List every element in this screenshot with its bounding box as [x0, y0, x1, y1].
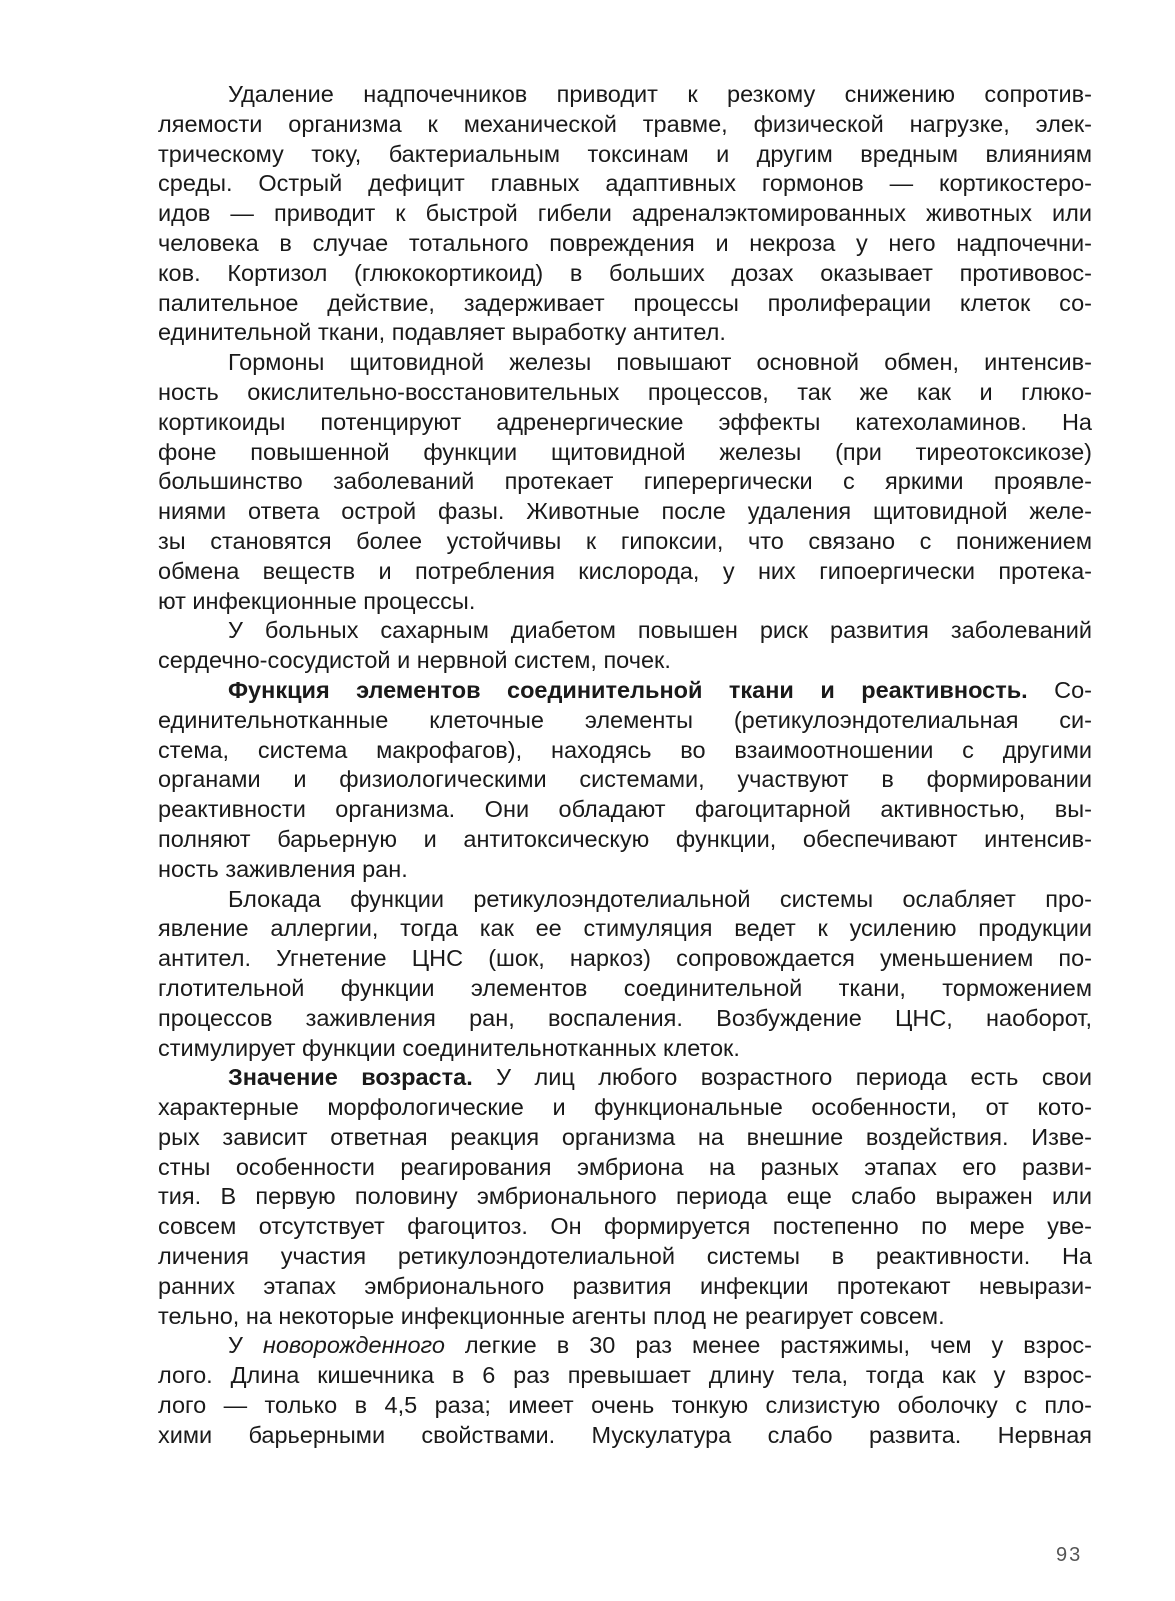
- text-run: среды. Острый дефицит главных адаптивных гормонов — кортикостеро-: [158, 170, 1092, 197]
- text-run: ниями ответа острой фазы. Животные после удаления щитовидной желе-: [158, 498, 1092, 525]
- text-line: [158, 1034, 1092, 1064]
- text-line: [158, 914, 1092, 944]
- text-line: [158, 527, 1092, 557]
- text-run: единительной ткани, подавляет выработку антител.: [158, 319, 726, 346]
- text-line: [158, 259, 1092, 289]
- text-line: [158, 1063, 1092, 1093]
- text-line: [158, 1331, 1092, 1361]
- text-line: [158, 169, 1092, 199]
- text-line: [158, 706, 1092, 736]
- text-line: [158, 140, 1092, 170]
- text-line: [158, 825, 1092, 855]
- text-line: [158, 438, 1092, 468]
- text-line: [158, 1391, 1092, 1421]
- text-line: [158, 616, 1092, 646]
- text-run: У: [228, 1332, 263, 1359]
- text-run: полняют барьерную и антитоксическую функции, обеспечивают интенсив-: [158, 825, 1092, 852]
- text-line: [158, 229, 1092, 259]
- text-line: [158, 1212, 1092, 1242]
- text-line: [158, 1182, 1092, 1212]
- paragraph: [158, 348, 1092, 616]
- text-line: [158, 855, 1092, 885]
- text-run: ляемости организма к механической травме, физической нагрузке, элек-: [158, 110, 1092, 137]
- text-run: тия. В первую половину эмбрионального периода еще слабо выражен или: [158, 1183, 1092, 1210]
- text-line: [158, 348, 1092, 378]
- text-line: [158, 765, 1092, 795]
- paragraph: [158, 616, 1092, 676]
- text-run: ность окислительно-восстановительных процессов, так же как и глюко-: [158, 378, 1092, 405]
- text-run: стема, система макрофагов), находясь во взаимоотношении с другими: [158, 736, 1092, 763]
- text-run: ранних этапах эмбрионального развития инфекции протекают невырази-: [158, 1272, 1092, 1299]
- text-run: кортикоиды потенцируют адренергические эффекты катехоламинов. На: [158, 408, 1092, 435]
- text-line: [158, 1361, 1092, 1391]
- text-run: процессов заживления ран, воспаления. Возбуждение ЦНС, наоборот,: [158, 1004, 1092, 1031]
- text-run: большинство заболеваний протекает гиперергически с яркими проявле-: [158, 468, 1092, 495]
- bold-heading-run: Значение возраста.: [228, 1064, 473, 1091]
- text-run: ность заживления ран.: [158, 855, 408, 882]
- text-line: [158, 289, 1092, 319]
- text-run: тельно, на некоторые инфекционные агенты плод не реагирует совсем.: [158, 1302, 945, 1329]
- text-run: лого — только в 4,5 раза; имеет очень тонкую слизистую оболочку с пло-: [158, 1392, 1092, 1419]
- text-line: [158, 467, 1092, 497]
- text-run: сердечно-сосудистой и нервной систем, почек.: [158, 647, 671, 674]
- paragraph: [158, 885, 1092, 1064]
- text-run: зы становятся более устойчивы к гипоксии, что связано с понижением: [158, 527, 1092, 554]
- text-run: явление аллергии, тогда как ее стимуляция ведет к усилению продукции: [158, 915, 1092, 942]
- text-run: ков. Кортизол (глюкокортикоид) в больших дозах оказывает противовос-: [158, 259, 1092, 286]
- paragraph: [158, 676, 1092, 885]
- text-run: антител. Угнетение ЦНС (шок, наркоз) сопровождается уменьшением по-: [158, 945, 1092, 972]
- text-line: [158, 676, 1092, 706]
- text-line: [158, 1242, 1092, 1272]
- paragraph: [158, 1331, 1092, 1450]
- text-run: обмена веществ и потребления кислорода, у них гипоергически протека-: [158, 557, 1092, 584]
- text-run: Гормоны щитовидной железы повышают основной обмен, интенсив-: [228, 349, 1092, 376]
- text-run: совсем отсутствует фагоцитоз. Он формируется постепенно по мере уве-: [158, 1213, 1092, 1240]
- text-run: трическому току, бактериальным токсинам и другим вредным влияниям: [158, 140, 1092, 167]
- text-run: реактивности организма. Они обладают фагоцитарной активностью, вы-: [158, 796, 1092, 823]
- text-run: хими барьерными свойствами. Мускулатура слабо развита. Нервная: [158, 1421, 1092, 1448]
- text-run: рых зависит ответная реакция организма на внешние воздействия. Изве-: [158, 1123, 1092, 1150]
- text-run: Со-: [1027, 676, 1092, 703]
- text-line: [158, 1302, 1092, 1332]
- text-line: [158, 974, 1092, 1004]
- text-line: [158, 795, 1092, 825]
- page-body-text: [158, 80, 1092, 1451]
- text-line: [158, 557, 1092, 587]
- text-line: [158, 944, 1092, 974]
- text-run: палительное действие, задерживает процессы пролиферации клеток со-: [158, 289, 1092, 316]
- text-run: стимулирует функции соединительнотканных клеток.: [158, 1034, 740, 1061]
- text-run: глотительной функции элементов соединительной ткани, торможением: [158, 974, 1092, 1001]
- text-run: фоне повышенной функции щитовидной железы (при тиреотоксикозе): [158, 438, 1092, 465]
- text-line: [158, 497, 1092, 527]
- text-line: [158, 587, 1092, 617]
- text-line: [158, 1004, 1092, 1034]
- text-line: [158, 1153, 1092, 1183]
- bold-heading-run: Функция элементов соединительной ткани и реактивность.: [228, 676, 1028, 703]
- text-run: личения участия ретикулоэндотелиальной системы в реактивности. На: [158, 1243, 1092, 1270]
- text-line: [158, 110, 1092, 140]
- text-line: [158, 885, 1092, 915]
- text-run: характерные морфологические и функциональные особенности, от кото-: [158, 1094, 1092, 1121]
- text-line: [158, 1123, 1092, 1153]
- text-run: Блокада функции ретикулоэндотелиальной системы ослабляет про-: [228, 885, 1092, 912]
- text-run: лого. Длина кишечника в 6 раз превышает длину тела, тогда как у взрос-: [158, 1362, 1092, 1389]
- italic-run: новорожденного: [262, 1332, 445, 1359]
- text-run: идов — приводит к быстрой гибели адреналэктомированных животных или: [158, 200, 1092, 227]
- text-run: человека в случае тотального повреждения и некроза у него надпочечни-: [158, 229, 1092, 256]
- text-line: [158, 378, 1092, 408]
- text-run: Удаление надпочечников приводит к резкому снижению сопротив-: [228, 81, 1092, 107]
- text-line: [158, 1421, 1092, 1451]
- text-line: [158, 80, 1092, 110]
- text-run: У больных сахарным диабетом повышен риск развития заболеваний: [228, 617, 1092, 644]
- text-run: единительнотканные клеточные элементы (ретикулоэндотелиальная си-: [158, 706, 1092, 733]
- text-line: [158, 646, 1092, 676]
- text-line: [158, 736, 1092, 766]
- text-line: [158, 199, 1092, 229]
- text-run: ют инфекционные процессы.: [158, 587, 476, 614]
- text-run: стны особенности реагирования эмбриона на разных этапах его разви-: [158, 1153, 1092, 1180]
- text-line: [158, 1093, 1092, 1123]
- text-line: [158, 408, 1092, 438]
- text-run: органами и физиологическими системами, участвуют в формировании: [158, 766, 1092, 793]
- text-run: легкие в 30 раз менее растяжимы, чем у взрос-: [444, 1332, 1092, 1359]
- page-number: 93: [1056, 1544, 1083, 1566]
- text-line: [158, 318, 1092, 348]
- text-line: [158, 1272, 1092, 1302]
- text-run: У лиц любого возрастного периода есть свои: [472, 1064, 1092, 1091]
- paragraph: [158, 1063, 1092, 1331]
- paragraph: [158, 80, 1092, 348]
